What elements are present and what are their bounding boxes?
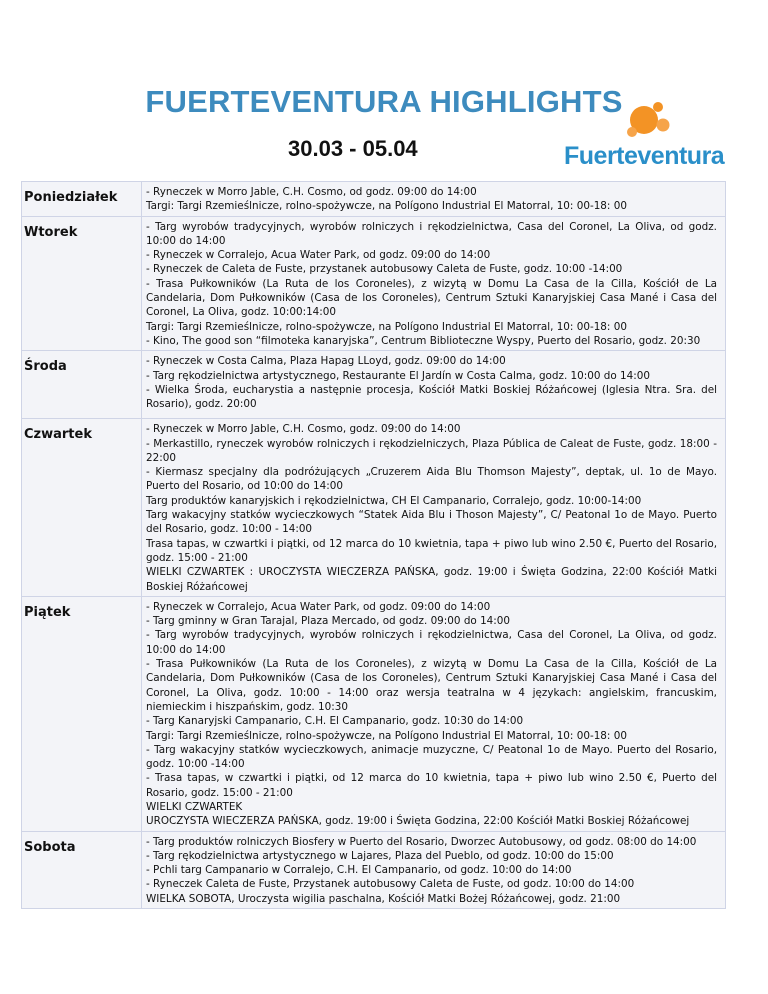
- event-item: - Kiermasz specjalny dla podróżujących „Cruzerem Aida Blu Thomson Majesty”, deptak, ul. 1o de Mayo. Puerto del Rosario, od 10:00 do 14:00: [146, 466, 717, 493]
- event-item: - Targ wakacyjny statków wycieczkowych, animacje muzyczne, C/ Peatonal 1o de Mayo. Puerto del Rosario, godz. 10:00 -14:00: [146, 743, 717, 771]
- event-item: Targi: Targi Rzemieślnicze, rolno-spożywcze, na Polígono Industrial El Matorral, 10: 00-18: 00: [146, 320, 627, 333]
- weekly-schedule-table: [21, 181, 726, 909]
- event-item: - Ryneczek de Caleta de Fuste, przystanek autobusowy Caleta de Fuste, godz. 10:00 -14:00: [146, 263, 623, 276]
- events-cell: [142, 216, 726, 351]
- day-label: Piątek: [22, 596, 142, 831]
- event-item: - Trasa Pułkowników (La Ruta de los Coroneles), z wizytą w Domu La Casa de la Cilla, Kościół de La Candelaria, Dom Pułkowników (Casa de los Coroneles), Centrum Sztuki Kanaryjskiej Casa Mané i Casa del Coronel, La Oliva, godz. 10:00 - 14:00 oraz wersja teatralna w 4 językach: angielskim, francuskim, niemieckim i hiszpańskim, godz. 10:30: [146, 658, 717, 713]
- event-item: Targ wakacyjny statków wycieczkowych “Statek Aida Blu i Thoson Majesty”, C/ Peatonal 1o de Mayo. Puerto del Rosario, godz. 10:00 - 14:00: [146, 509, 717, 536]
- date-range: 30.03 - 05.04: [288, 136, 418, 161]
- event-item: - Targ wyrobów tradycyjnych, wyrobów rolniczych i rękodzielnictwa, Casa del Coronel, La Oliva, od godz. 10:00 do 14:00: [146, 629, 717, 656]
- day-label: Środa: [22, 351, 142, 419]
- event-item: - Pchli targ Campanario w Corralejo, C.H. El Campanario, od godz. 10:00 do 14:00: [146, 864, 572, 877]
- table-row: [22, 351, 726, 419]
- events-cell: [142, 831, 726, 908]
- event-item: - Trasa tapas, w czwartki i piątki, od 12 marca do 10 kwietnia, tapa + piwo lub wino 2.50 €, Puerto del Rosario, godz. 15:00 - 21:00: [146, 772, 717, 799]
- event-item: Targi: Targi Rzemieślnicze, rolno-spożywcze, na Polígono Industrial El Matorral, 10: 00-18: 00: [146, 200, 627, 213]
- event-item: - Ryneczek w Morro Jable, C.H. Cosmo, od godz. 09:00 do 14:00: [146, 186, 477, 198]
- event-item: - Targ rękodzielnictwa artystycznego, Restaurante El Jardín w Costa Calma, godz. 10:00 do 14:00: [146, 369, 651, 382]
- table-row: [22, 182, 726, 217]
- day-label: Poniedziałek: [22, 182, 142, 217]
- table-row: [22, 831, 726, 908]
- event-item: - Trasa Pułkowników (La Ruta de los Coroneles), z wizytą w Domu La Casa de la Cilla, Kościół de La Candelaria, Dom Pułkowników (Casa de los Coroneles), Centrum Sztuki Kanaryjskiej Casa Mané i Casa del Coronel, La Oliva, godz. 10:00:14:00: [146, 277, 717, 319]
- event-item: WIELKA SOBOTA, Uroczysta wigilia paschalna, Kościół Matki Bożej Różańcowej, godz. 21:00: [146, 892, 621, 905]
- event-item: - Merkastillo, ryneczek wyrobów rolniczych i rękodzielniczych, Plaza Pública de Caleat de Fuste, godz. 18:00 - 22:00: [146, 437, 717, 464]
- event-item: - Targ Kanaryjski Campanario, C.H. El Campanario, godz. 10:30 do 14:00: [146, 715, 524, 728]
- event-item: - Targ gminny w Gran Tarajal, Plaza Mercado, od godz. 09:00 do 14:00: [146, 615, 511, 628]
- event-item: - Targ rękodzielnictwa artystycznego w Lajares, Plaza del Pueblo, od godz. 10:00 do 15:00: [146, 849, 614, 862]
- page-title: FUERTEVENTURA HIGHLIGHTS: [145, 84, 623, 119]
- events-cell: [142, 182, 726, 217]
- event-item: - Kino, The good son “filmoteka kanaryjska”, Centrum Biblioteczne Wyspy, Puerto del Rosario, godz. 20:30: [146, 334, 701, 347]
- event-item: UROCZYSTA WIECZERZA PAŃSKA, godz. 19:00 i Święta Godzina, 22:00 Kościół Matki Boskiej Różańcowej: [146, 815, 690, 828]
- sun-circles-icon: [564, 98, 734, 144]
- table-row: [22, 216, 726, 351]
- day-label: Czwartek: [22, 419, 142, 597]
- fuerteventura-logo: [564, 98, 734, 170]
- event-item: - Ryneczek w Morro Jable, C.H. Cosmo, godz. 09:00 do 14:00: [146, 423, 461, 436]
- table-row: [22, 596, 726, 831]
- event-item: Targ produktów kanaryjskich i rękodzielnictwa, CH El Campanario, Corralejo, godz. 10:00-14:00: [146, 494, 642, 507]
- event-item: - Wielka Środa, eucharystia a następnie procesja, Kościół Matki Boskiej Różańcowej (Iglesia Ntra. Sra. del Rosario), godz. 20:00: [146, 383, 717, 411]
- events-cell: [142, 596, 726, 831]
- event-item: - Ryneczek w Corralejo, Acua Water Park, od godz. 09:00 do 14:00: [146, 249, 491, 262]
- event-item: Targi: Targi Rzemieślnicze, rolno-spożywcze, na Polígono Industrial El Matorral, 10: 00-18: 00: [146, 729, 627, 742]
- logo-text: Fuerteventura: [564, 142, 725, 170]
- event-item: - Targ wyrobów tradycyjnych, wyrobów rolniczych i rękodzielnictwa, Casa del Coronel, La Oliva, od godz. 10:00 do 14:00: [146, 220, 717, 247]
- event-item: WIELKI CZWARTEK : UROCZYSTA WIECZERZA PAŃSKA, godz. 19:00 i Święta Godzina, 22:00 Kościół Matki Boskiej Różańcowej: [146, 566, 717, 593]
- event-item: - Targ produktów rolniczych Biosfery w Puerto del Rosario, Dworzec Autobusowy, od godz. 08:00 do 14:00: [146, 835, 697, 848]
- event-item: - Ryneczek w Corralejo, Acua Water Park, od godz. 09:00 do 14:00: [146, 600, 491, 613]
- table-row: [22, 419, 726, 597]
- events-cell: [142, 351, 726, 419]
- event-item: Trasa tapas, w czwartki i piątki, od 12 marca do 10 kwietnia, tapa + piwo lub wino 2.50 €, Puerto del Rosario, godz. 15:00 - 21:00: [146, 537, 717, 564]
- event-item: WIELKI CZWARTEK: [146, 800, 243, 813]
- events-cell: [142, 419, 726, 597]
- event-item: - Ryneczek Caleta de Fuste, Przystanek autobusowy Caleta de Fuste, od godz. 10:00 do 14:00: [146, 878, 635, 891]
- event-item: - Ryneczek w Costa Calma, Plaza Hapag LLoyd, godz. 09:00 do 14:00: [146, 355, 506, 368]
- day-label: Sobota: [22, 831, 142, 908]
- day-label: Wtorek: [22, 216, 142, 351]
